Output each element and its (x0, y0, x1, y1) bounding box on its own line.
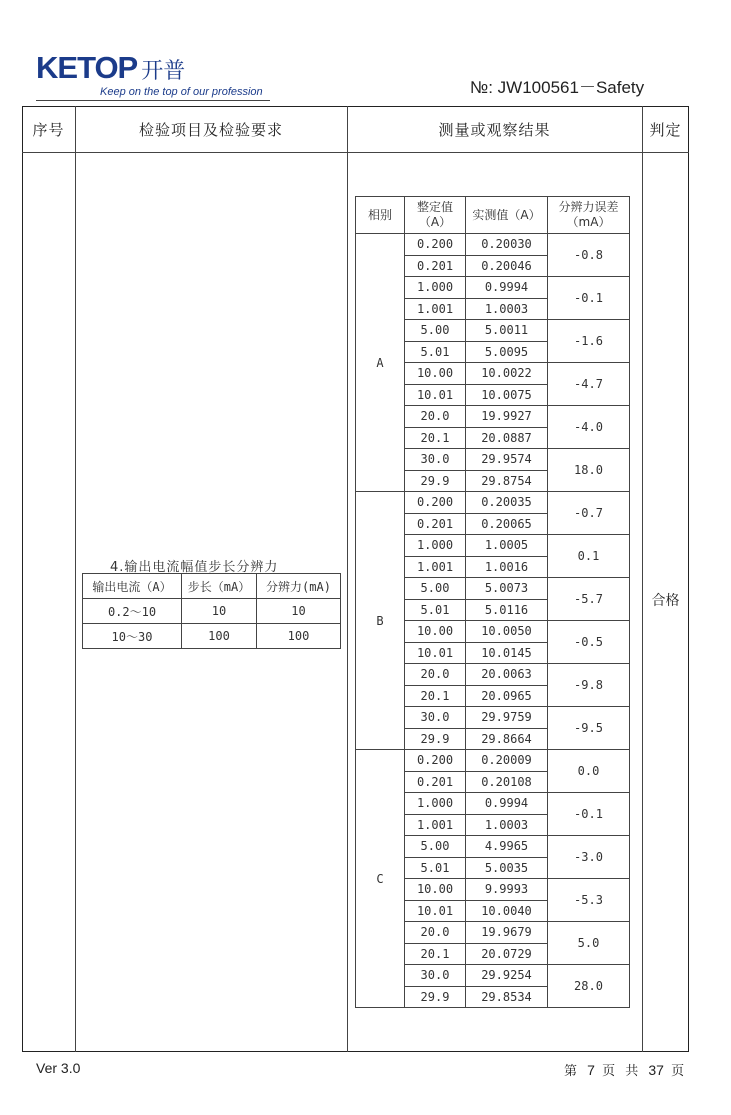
results-header-row (356, 197, 630, 234)
measured-cell: 0.9994 (466, 277, 548, 299)
error-cell: -0.1 (548, 277, 630, 320)
setting-cell: 29.9 (405, 986, 466, 1008)
setting-cell: 10.01 (405, 900, 466, 922)
error-cell: -1.6 (548, 320, 630, 363)
error-cell: 5.0 (548, 922, 630, 965)
measured-cell: 0.20009 (466, 750, 548, 772)
measured-cell: 19.9927 (466, 406, 548, 428)
table-row (356, 750, 630, 772)
column-header-item: 检验项目及检验要求 (138, 120, 283, 139)
measured-cell: 19.9679 (466, 922, 548, 944)
requirement-header-row (83, 574, 341, 599)
requirement-title: 4.输出电流幅值步长分辨力 (110, 560, 279, 575)
setting-cell: 10.00 (405, 621, 466, 643)
results-header-cell: 整定值（A） (405, 197, 466, 234)
error-cell: -9.5 (548, 707, 630, 750)
column-header-seq: 序号 (32, 120, 65, 139)
setting-cell: 20.1 (405, 685, 466, 707)
company-logo (36, 52, 185, 85)
measured-cell: 0.20046 (466, 255, 548, 277)
setting-cell: 10.00 (405, 363, 466, 385)
measured-cell: 20.0063 (466, 664, 548, 686)
setting-cell: 1.000 (405, 793, 466, 815)
results-header-cell: 实测值（A） (466, 197, 548, 234)
measured-cell: 29.9254 (466, 965, 548, 987)
header-divider (22, 152, 689, 153)
measured-cell: 5.0073 (466, 578, 548, 600)
error-cell: -5.7 (548, 578, 630, 621)
measured-cell: 20.0729 (466, 943, 548, 965)
measured-cell: 1.0005 (466, 535, 548, 557)
footer-page-info (564, 1060, 687, 1079)
requirement-table (82, 573, 341, 649)
error-cell: -3.0 (548, 836, 630, 879)
measured-cell: 5.0035 (466, 857, 548, 879)
requirement-cell: 0.2～10 (83, 599, 182, 624)
setting-cell: 30.0 (405, 707, 466, 729)
error-cell: -0.1 (548, 793, 630, 836)
measured-cell: 20.0887 (466, 427, 548, 449)
verdict-text: 合格 (651, 593, 680, 609)
measured-cell: 1.0003 (466, 298, 548, 320)
setting-cell: 29.9 (405, 728, 466, 750)
page-current: 7 (587, 1062, 595, 1078)
measured-cell: 5.0011 (466, 320, 548, 342)
setting-cell: 1.000 (405, 535, 466, 557)
measured-cell: 20.0965 (466, 685, 548, 707)
setting-cell: 1.001 (405, 298, 466, 320)
error-cell: 0.1 (548, 535, 630, 578)
requirement-cell: 10～30 (83, 624, 182, 649)
measured-cell: 5.0095 (466, 341, 548, 363)
error-cell: -4.7 (548, 363, 630, 406)
setting-cell: 20.0 (405, 922, 466, 944)
measured-cell: 9.9993 (466, 879, 548, 901)
page-prefix: 第 (564, 1064, 581, 1079)
setting-cell: 0.201 (405, 771, 466, 793)
column-header-result: 测量或观察结果 (438, 120, 551, 139)
column-divider-seq (75, 106, 76, 1052)
measured-cell: 29.9759 (466, 707, 548, 729)
requirement-cell: 10 (182, 599, 257, 624)
setting-cell: 5.01 (405, 599, 466, 621)
setting-cell: 10.01 (405, 642, 466, 664)
setting-cell: 1.000 (405, 277, 466, 299)
measured-cell: 0.20035 (466, 492, 548, 514)
setting-cell: 0.200 (405, 492, 466, 514)
page-mid: 页 共 (602, 1064, 642, 1079)
setting-cell: 10.01 (405, 384, 466, 406)
measured-cell: 29.8664 (466, 728, 548, 750)
setting-cell: 0.200 (405, 750, 466, 772)
error-cell: -4.0 (548, 406, 630, 449)
requirement-cell: 100 (182, 624, 257, 649)
column-divider-result (642, 106, 643, 1052)
requirement-row (83, 624, 341, 649)
setting-cell: 5.00 (405, 836, 466, 858)
setting-cell: 10.00 (405, 879, 466, 901)
page-suffix: 页 (671, 1064, 688, 1079)
measured-cell: 10.0075 (466, 384, 548, 406)
logo-text: KETOP (36, 50, 138, 85)
setting-cell: 5.00 (405, 320, 466, 342)
requirement-cell: 10 (257, 599, 341, 624)
measured-cell: 1.0016 (466, 556, 548, 578)
requirement-header-cell: 输出电流（A） (83, 574, 182, 599)
setting-cell: 29.9 (405, 470, 466, 492)
phase-cell: A (356, 234, 405, 492)
setting-cell: 5.01 (405, 341, 466, 363)
measured-cell: 10.0022 (466, 363, 548, 385)
column-divider-item (347, 106, 348, 1052)
setting-cell: 20.0 (405, 406, 466, 428)
footer-version: Ver 3.0 (36, 1060, 81, 1076)
measured-cell: 10.0040 (466, 900, 548, 922)
setting-cell: 5.00 (405, 578, 466, 600)
setting-cell: 20.1 (405, 427, 466, 449)
requirement-header-cell: 步长（mA） (182, 574, 257, 599)
measured-cell: 0.20030 (466, 234, 548, 256)
logo-chinese-text: 开普 (141, 59, 186, 84)
column-header-verdict: 判定 (649, 120, 682, 139)
setting-cell: 0.200 (405, 234, 466, 256)
results-header-cell: 分辨力误差（mA） (548, 197, 630, 234)
error-cell: -0.8 (548, 234, 630, 277)
measured-cell: 29.8534 (466, 986, 548, 1008)
requirement-cell: 100 (257, 624, 341, 649)
measured-cell: 29.9574 (466, 449, 548, 471)
error-cell: 28.0 (548, 965, 630, 1008)
measured-cell: 29.8754 (466, 470, 548, 492)
setting-cell: 0.201 (405, 513, 466, 535)
phase-cell: B (356, 492, 405, 750)
phase-cell: C (356, 750, 405, 1008)
measured-cell: 1.0003 (466, 814, 548, 836)
measured-cell: 4.9965 (466, 836, 548, 858)
document-number: №: JW100561－Safety (470, 78, 645, 97)
error-cell: -5.3 (548, 879, 630, 922)
measured-cell: 10.0145 (466, 642, 548, 664)
setting-cell: 30.0 (405, 449, 466, 471)
error-cell: 0.0 (548, 750, 630, 793)
measured-cell: 0.9994 (466, 793, 548, 815)
requirement-row (83, 599, 341, 624)
results-table (355, 196, 630, 1008)
setting-cell: 1.001 (405, 814, 466, 836)
error-cell: -0.5 (548, 621, 630, 664)
setting-cell: 0.201 (405, 255, 466, 277)
results-header-cell: 相别 (356, 197, 405, 234)
table-row (356, 492, 630, 514)
measured-cell: 10.0050 (466, 621, 548, 643)
setting-cell: 1.001 (405, 556, 466, 578)
setting-cell: 20.0 (405, 664, 466, 686)
page-total: 37 (648, 1062, 664, 1078)
company-tagline: Keep on the top of our profession (100, 86, 263, 98)
measured-cell: 5.0116 (466, 599, 548, 621)
error-cell: -9.8 (548, 664, 630, 707)
setting-cell: 5.01 (405, 857, 466, 879)
setting-cell: 20.1 (405, 943, 466, 965)
setting-cell: 30.0 (405, 965, 466, 987)
error-cell: -0.7 (548, 492, 630, 535)
measured-cell: 0.20065 (466, 513, 548, 535)
logo-underline (36, 100, 270, 101)
measured-cell: 0.20108 (466, 771, 548, 793)
error-cell: 18.0 (548, 449, 630, 492)
requirement-header-cell: 分辨力(mA) (257, 574, 341, 599)
table-row (356, 234, 630, 256)
